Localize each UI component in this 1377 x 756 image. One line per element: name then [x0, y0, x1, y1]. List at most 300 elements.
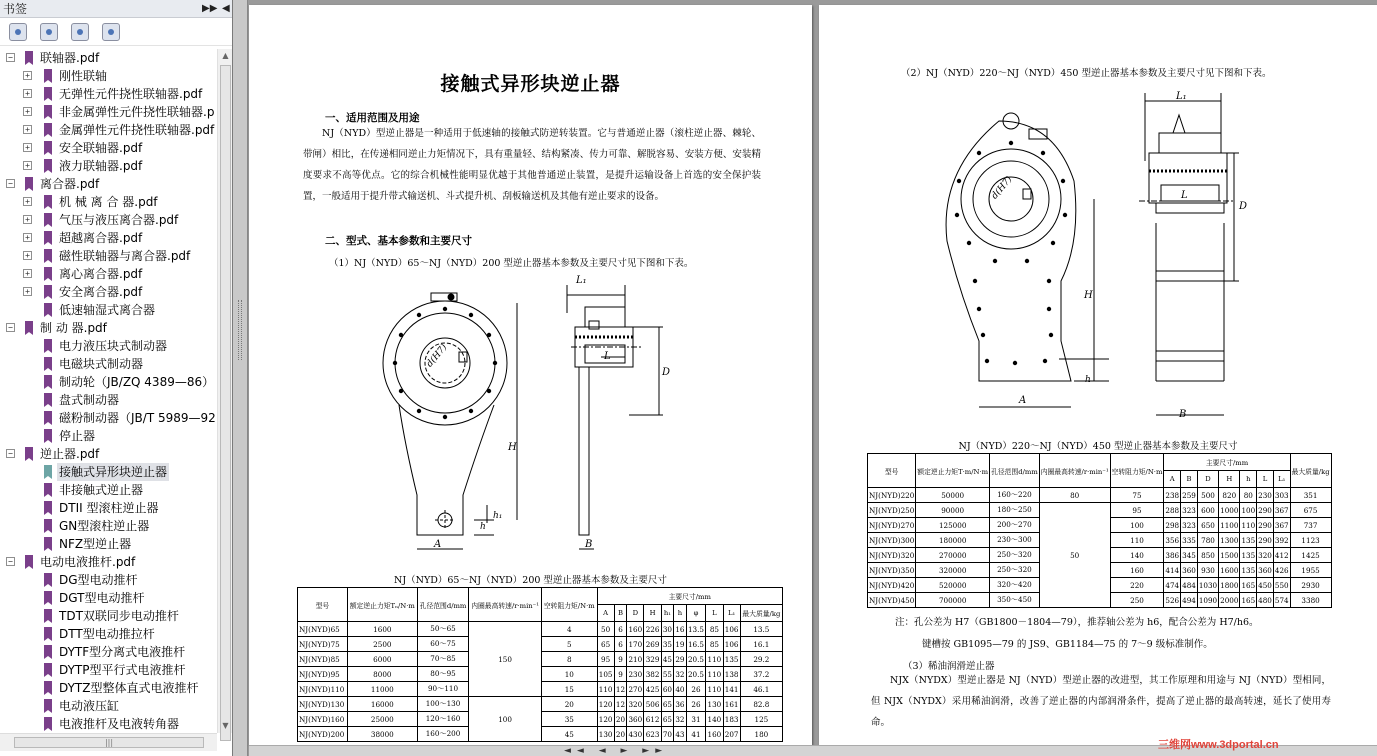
fig1-label-h: h: [480, 522, 486, 532]
bookmark-item[interactable]: [0, 121, 217, 139]
table-cell: 350～450: [990, 593, 1040, 608]
table-subheader: h₁: [661, 605, 674, 622]
table-cell: 135: [723, 652, 740, 667]
table-cell: 259: [1181, 488, 1198, 503]
bookmark-panel: [0, 0, 233, 756]
table-header: 内圈最高转速/r·min⁻¹: [1039, 454, 1110, 488]
bookmark-item[interactable]: [0, 265, 217, 283]
table-cell: 110: [1240, 518, 1257, 533]
table-cell: 50: [597, 622, 614, 637]
table-cell: 95: [597, 652, 614, 667]
collapse-icon[interactable]: −: [6, 449, 15, 458]
bookmark-label: 磁性联轴器与离合器.pdf: [59, 249, 191, 263]
table-cell: 8000: [347, 667, 417, 682]
bookmark-label: DYTP型平行式电液推杆: [59, 663, 186, 677]
bookmark-icon: [44, 573, 52, 587]
bookmark-toolbar: [0, 18, 232, 46]
table-cell: 65: [597, 637, 614, 652]
table-cell: 100: [469, 697, 542, 742]
table-cell: 820: [1219, 488, 1240, 503]
bookmark-item[interactable]: [0, 67, 217, 85]
bookmark-folder[interactable]: [0, 553, 217, 571]
bookmark-icon: [44, 717, 52, 731]
table-cell: NJ(NYD)320: [868, 548, 916, 563]
table-cell: 1000: [1219, 503, 1240, 518]
bookmark-label: 电动电液推杆.pdf: [40, 555, 136, 569]
bookmark-icon: [44, 213, 52, 227]
table-subheader: D: [627, 605, 644, 622]
table-cell: 700000: [916, 593, 990, 608]
table-cell: 43: [674, 727, 687, 742]
bookmark-label: NFZ型逆止器: [59, 537, 132, 551]
table-cell: 2930: [1290, 578, 1331, 593]
spec-table-small: [297, 587, 783, 742]
table-cell: 290: [1257, 533, 1274, 548]
table-row: [868, 488, 1332, 503]
bookmark-icon: [44, 429, 52, 443]
fig1-label-bore: d(H7): [424, 342, 450, 370]
table-header: 型号: [868, 454, 916, 488]
table-subheader: L₁: [1273, 471, 1290, 488]
expand-icon[interactable]: +: [23, 197, 32, 206]
table-cell: 20.5: [686, 652, 706, 667]
bookmark-icon: [44, 645, 52, 659]
table-cell: 200～270: [990, 518, 1040, 533]
expand-bookmark-icon[interactable]: [71, 23, 89, 41]
table-subheader: L₁: [723, 605, 740, 622]
fig1-label-H: H: [508, 442, 517, 453]
table-cell: NJ(NYD)110: [298, 682, 348, 697]
table-cell: 60: [661, 682, 674, 697]
table-cell: 1600: [1219, 563, 1240, 578]
fig1-label-L1: L₁: [576, 275, 587, 286]
fig1-label-h1: h₁: [493, 511, 503, 521]
bookmark-label: DYTF型分离式电液推杆: [59, 645, 186, 659]
bookmark-item[interactable]: [0, 571, 217, 589]
table-cell: 138: [723, 667, 740, 682]
table-header: 额定逆止力矩Tₙ/N·m: [347, 588, 417, 622]
table-cell: 90000: [916, 503, 990, 518]
table-cell: 32: [674, 712, 687, 727]
bookmark-item[interactable]: [0, 247, 217, 265]
bookmark-label: DTII 型滚柱逆止器: [59, 501, 159, 515]
table-cell: 125: [740, 712, 782, 727]
bookmark-item[interactable]: [0, 589, 217, 607]
bookmark-tree: [0, 49, 217, 733]
bookmark-icon: [44, 483, 52, 497]
bookmark-icon: [44, 357, 52, 371]
scroll-thumb[interactable]: [220, 65, 231, 741]
bookmark-item[interactable]: [0, 481, 217, 499]
table-header: 额定逆止力矩T·m/N·m: [916, 454, 990, 488]
bookmark-label: GN型滚柱逆止器: [59, 519, 150, 533]
table-cell: 50: [1039, 503, 1110, 608]
table-cell: 1955: [1290, 563, 1331, 578]
table-cell: 270000: [916, 548, 990, 563]
bookmark-item[interactable]: [0, 391, 217, 409]
table-cell: 392: [1273, 533, 1290, 548]
fig2-label-D: D: [1239, 201, 1248, 212]
table-cell: 600: [1197, 503, 1218, 518]
table-cell: 32: [674, 667, 687, 682]
table-cell: 30: [661, 622, 674, 637]
bookmark-icon: [44, 681, 52, 695]
expand-icon[interactable]: +: [23, 287, 32, 296]
bookmark-icon: [25, 321, 33, 335]
collapse-panel-icon[interactable]: ▶▶: [202, 3, 218, 14]
bookmark-item[interactable]: [0, 427, 217, 445]
table-cell: 1600: [347, 622, 417, 637]
table-cell: 135: [1240, 548, 1257, 563]
table-cell: 426: [1273, 563, 1290, 578]
bookmark-icon: [44, 69, 52, 83]
bookmark-folder[interactable]: [0, 175, 217, 193]
table-cell: 250～320: [990, 548, 1040, 563]
bookmark-item[interactable]: [0, 625, 217, 643]
bookmark-label: 制 动 器.pdf: [40, 321, 107, 335]
bookmark-horizontal-scrollbar[interactable]: [0, 733, 217, 751]
bookmark-label: 电液推杆及电液转角器: [59, 717, 180, 731]
table-cell: NJ(NYD)450: [868, 593, 916, 608]
expand-icon[interactable]: +: [23, 125, 32, 134]
bookmark-icon: [44, 375, 52, 389]
bookmark-label: 接触式异形块逆止器: [59, 465, 168, 479]
subsection-3: （3）稀油润滑逆止器: [903, 661, 995, 672]
collapse-icon[interactable]: −: [6, 323, 15, 332]
bookmark-label: DYTZ型整体直式电液推杆: [59, 681, 199, 695]
bookmark-icon: [44, 591, 52, 605]
expand-icon[interactable]: +: [23, 215, 32, 224]
table-cell: 180～250: [990, 503, 1040, 518]
bookmark-icon: [44, 159, 52, 173]
table-cell: 10: [542, 667, 597, 682]
table-header-group: 主要尺寸/mm: [597, 588, 783, 605]
table-cell: 65: [661, 697, 674, 712]
table-cell: 160～220: [990, 488, 1040, 503]
table1-caption: NJ（NYD）65～NJ（NYD）200 型逆止器基本参数及主要尺寸: [394, 575, 667, 586]
scroll-down-icon[interactable]: ▼: [222, 721, 229, 730]
expand-icon[interactable]: +: [23, 71, 32, 80]
table-subheader: B: [614, 605, 627, 622]
bookmark-label: 电力液压块式制动器: [59, 339, 168, 353]
bookmark-vertical-scrollbar[interactable]: [217, 49, 232, 733]
table-cell: 5: [542, 637, 597, 652]
table-cell: 226: [644, 622, 661, 637]
table-cell: 220: [1110, 578, 1164, 593]
bookmark-icon: [44, 393, 52, 407]
table-cell: 351: [1290, 488, 1331, 503]
table-cell: 450: [1257, 578, 1274, 593]
bookmark-label: 离心离合器.pdf: [59, 267, 143, 281]
table-cell: 180000: [916, 533, 990, 548]
table-cell: 70～85: [417, 652, 468, 667]
table-cell: NJ(NYD)420: [868, 578, 916, 593]
bookmark-label: 联轴器.pdf: [40, 51, 100, 65]
table-cell: 183: [723, 712, 740, 727]
table-subheader: H: [644, 605, 661, 622]
table-cell: 16.1: [740, 637, 782, 652]
bookmark-icon: [44, 699, 52, 713]
table-cell: 3380: [1290, 593, 1331, 608]
table-cell: 386: [1164, 548, 1181, 563]
table-row: [868, 503, 1332, 518]
panel-splitter[interactable]: [233, 0, 248, 756]
table-cell: 80: [1240, 488, 1257, 503]
bookmark-options-icon[interactable]: [9, 23, 27, 41]
table-cell: 180: [740, 727, 782, 742]
bookmark-item[interactable]: [0, 643, 217, 661]
table-cell: 165: [1240, 593, 1257, 608]
expand-icon[interactable]: +: [23, 89, 32, 98]
page-title: 接触式异形块逆止器: [440, 73, 621, 95]
new-bookmark-icon[interactable]: [40, 23, 58, 41]
subsection-1: （1）NJ（NYD）65～NJ（NYD）200 型逆止器基本参数及主要尺寸见下图和下表。: [329, 258, 694, 269]
bookmark-item[interactable]: [0, 139, 217, 157]
bookmark-icon: [25, 177, 33, 191]
table-cell: 160: [627, 622, 644, 637]
table-cell: 1800: [1219, 578, 1240, 593]
table-cell: 100: [1240, 503, 1257, 518]
pdf-page-right: [819, 5, 1377, 745]
bookmark-label: 安全联轴器.pdf: [59, 141, 143, 155]
bookmark-label: 安全离合器.pdf: [59, 285, 143, 299]
table-cell: 75: [1110, 488, 1164, 503]
table-cell: 110: [706, 652, 723, 667]
table-cell: 11000: [347, 682, 417, 697]
bookmark-item[interactable]: [0, 229, 217, 247]
expand-icon[interactable]: +: [23, 233, 32, 242]
fig1-label-B: B: [585, 539, 593, 550]
collapse-icon[interactable]: −: [6, 53, 15, 62]
table-cell: 6000: [347, 652, 417, 667]
collapse-icon[interactable]: −: [6, 557, 15, 566]
table-cell: 414: [1164, 563, 1181, 578]
bookmark-item[interactable]: [0, 301, 217, 319]
table-header: 空转阻力矩/N·m: [542, 588, 597, 622]
bookmark-item[interactable]: [0, 355, 217, 373]
table-cell: 367: [1273, 518, 1290, 533]
bookmark-icon: [25, 447, 33, 461]
table-cell: 650: [1197, 518, 1218, 533]
table-cell: 100: [1110, 518, 1164, 533]
table-subheader: D: [1197, 471, 1218, 488]
table-subheader: A: [1164, 471, 1181, 488]
table-cell: NJ(NYD)200: [298, 727, 348, 742]
table-cell: NJ(NYD)160: [298, 712, 348, 727]
table-cell: 110: [597, 682, 614, 697]
table-cell: 623: [644, 727, 661, 742]
table-cell: NJ(NYD)270: [868, 518, 916, 533]
bookmark-icon: [25, 51, 33, 65]
table-cell: 150: [469, 622, 542, 697]
bookmark-item[interactable]: [0, 373, 217, 391]
expand-icon[interactable]: +: [23, 107, 32, 116]
table-cell: 207: [723, 727, 740, 742]
table-cell: 412: [1273, 548, 1290, 563]
table-cell: 574: [1273, 593, 1290, 608]
horizontal-scroll-thumb[interactable]: |||: [14, 737, 204, 748]
bookmark-item[interactable]: [0, 679, 217, 697]
bookmark-item[interactable]: [0, 157, 217, 175]
bookmark-icon: [25, 555, 33, 569]
bookmark-item[interactable]: [0, 193, 217, 211]
table-cell: 320: [627, 697, 644, 712]
table-cell: 303: [1273, 488, 1290, 503]
table-cell: 367: [1273, 503, 1290, 518]
table-cell: 1090: [1197, 593, 1218, 608]
bookmark-label: 低速轴湿式离合器: [59, 303, 156, 317]
bookmark-item[interactable]: [0, 517, 217, 535]
section-heading-1: 一、适用范围及用途: [325, 112, 420, 124]
bookmark-item[interactable]: [0, 607, 217, 625]
expand-icon[interactable]: +: [23, 161, 32, 170]
section-paragraph-3: NJX（NYDX）型逆止器是 NJ（NYD）型逆止器的改进型，其工作原理和用途与 NJ（NYD）型相同，但 NJX（NYDX）采用稀油润滑，改善了逆止器的内部润滑条件，提高了逆止器的最高转速，延长了使用寿命。: [871, 675, 1331, 728]
bookmark-icon: [44, 105, 52, 119]
bookmark-item[interactable]: [0, 337, 217, 355]
table-header: 最大质量/kg: [1290, 454, 1331, 488]
table-cell: 41: [686, 727, 706, 742]
table-cell: 16.5: [686, 637, 706, 652]
table-cell: 100～130: [417, 697, 468, 712]
bookmark-label: 电动液压缸: [59, 699, 120, 713]
bookmark-icon: [44, 285, 52, 299]
table-cell: 46.1: [740, 682, 782, 697]
bookmark-item[interactable]: [0, 103, 217, 121]
table-cell: 20: [614, 727, 627, 742]
bookmark-label: 超越离合器.pdf: [59, 231, 143, 245]
table-cell: 15: [542, 682, 597, 697]
table-cell: 82.8: [740, 697, 782, 712]
table-cell: 45: [661, 652, 674, 667]
page-navigation[interactable]: ◄◄ ◄ ► ►►: [564, 746, 669, 756]
bookmark-item[interactable]: [0, 211, 217, 229]
expand-icon[interactable]: +: [23, 251, 32, 260]
bookmark-folder[interactable]: [0, 49, 217, 67]
bookmark-label: 液力联轴器.pdf: [59, 159, 143, 173]
scroll-up-icon[interactable]: ▲: [222, 51, 229, 60]
bookmark-label: TDT双联同步电动推杆: [59, 609, 179, 623]
bookmark-item[interactable]: [0, 283, 217, 301]
fig2-label-L: L: [1181, 190, 1188, 201]
table-cell: 31: [686, 712, 706, 727]
table-cell: 26: [686, 682, 706, 697]
table-cell: 320000: [916, 563, 990, 578]
table-cell: 35: [542, 712, 597, 727]
table-cell: 425: [644, 682, 661, 697]
bookmark-item[interactable]: [0, 499, 217, 517]
expand-icon[interactable]: +: [23, 143, 32, 152]
bookmark-item[interactable]: [0, 409, 217, 427]
table-cell: 323: [1181, 518, 1198, 533]
bookmark-icon: [44, 141, 52, 155]
tag-bookmark-icon[interactable]: [102, 23, 120, 41]
table-cell: 140: [1110, 548, 1164, 563]
table-cell: 13.5: [686, 622, 706, 637]
table-cell: 105: [597, 667, 614, 682]
bookmark-folder[interactable]: [0, 319, 217, 337]
bookmark-item[interactable]: [0, 715, 217, 733]
bookmark-item[interactable]: [0, 535, 217, 553]
bookmark-label: 非接触式逆止器: [59, 483, 144, 497]
bookmark-label: 离合器.pdf: [40, 177, 100, 191]
table-row: [298, 697, 783, 712]
bookmark-item[interactable]: [0, 85, 217, 103]
table-cell: 526: [1164, 593, 1181, 608]
bookmark-label: 机 械 离 合 器.pdf: [59, 195, 158, 209]
table-header-group: 主要尺寸/mm: [1164, 454, 1290, 471]
bookmark-icon: [44, 231, 52, 245]
table-cell: 141: [723, 682, 740, 697]
table-cell: 480: [1257, 593, 1274, 608]
table-cell: 16000: [347, 697, 417, 712]
table-cell: 1425: [1290, 548, 1331, 563]
bookmark-label: 气压与液压离合器.pdf: [59, 213, 179, 227]
table-cell: 474: [1164, 578, 1181, 593]
table-cell: 520000: [916, 578, 990, 593]
table-cell: 675: [1290, 503, 1331, 518]
table-cell: NJ(NYD)65: [298, 622, 348, 637]
bookmark-folder[interactable]: [0, 445, 217, 463]
fig1-label-A: A: [434, 539, 442, 550]
figure-large-backstop: [819, 81, 1377, 431]
table-cell: 125000: [916, 518, 990, 533]
table-subheader: L: [1257, 471, 1274, 488]
table-cell: 290: [1257, 518, 1274, 533]
bookmark-header: [0, 0, 232, 18]
bookmark-icon: [44, 411, 52, 425]
bookmark-item[interactable]: [0, 697, 217, 715]
table-cell: 230: [1257, 488, 1274, 503]
table-cell: 335: [1181, 533, 1198, 548]
table-cell: 238: [1164, 488, 1181, 503]
table-cell: 120～160: [417, 712, 468, 727]
table-cell: 29.2: [740, 652, 782, 667]
table-cell: 85: [706, 637, 723, 652]
bookmark-icon: [44, 87, 52, 101]
bookmark-item[interactable]: [0, 661, 217, 679]
table-cell: 80～95: [417, 667, 468, 682]
table-cell: 130: [597, 727, 614, 742]
table-cell: 165: [1240, 578, 1257, 593]
hide-panel-icon[interactable]: ◀: [222, 3, 230, 14]
table-subheader: h: [674, 605, 687, 622]
table-cell: 356: [1164, 533, 1181, 548]
table-cell: 382: [644, 667, 661, 682]
table-cell: 110: [706, 667, 723, 682]
bookmark-label: 磁粉制动器（JB/T 5989—92: [59, 411, 216, 425]
table-cell: 250: [1110, 593, 1164, 608]
bookmark-icon: [44, 609, 52, 623]
bookmark-label: 非金属弹性元件挠性联轴器.p: [59, 105, 215, 119]
table-cell: 2000: [1219, 593, 1240, 608]
table-cell: 55: [661, 667, 674, 682]
expand-icon[interactable]: +: [23, 269, 32, 278]
fig1-label-L: L: [604, 351, 611, 362]
bookmark-item[interactable]: [0, 463, 217, 481]
collapse-icon[interactable]: −: [6, 179, 15, 188]
table-cell: 1500: [1219, 548, 1240, 563]
table-cell: NJ(NYD)95: [298, 667, 348, 682]
table-header: 内圈最高转速/r·min⁻¹: [469, 588, 542, 622]
bookmark-icon: [44, 519, 52, 533]
table-header: 空转阻力矩/N·m: [1110, 454, 1164, 488]
table-cell: 170: [627, 637, 644, 652]
table-header: 孔径范围d/mm: [417, 588, 468, 622]
table-cell: 484: [1181, 578, 1198, 593]
table-cell: NJ(NYD)75: [298, 637, 348, 652]
table-cell: 323: [1181, 503, 1198, 518]
table-cell: 270: [627, 682, 644, 697]
